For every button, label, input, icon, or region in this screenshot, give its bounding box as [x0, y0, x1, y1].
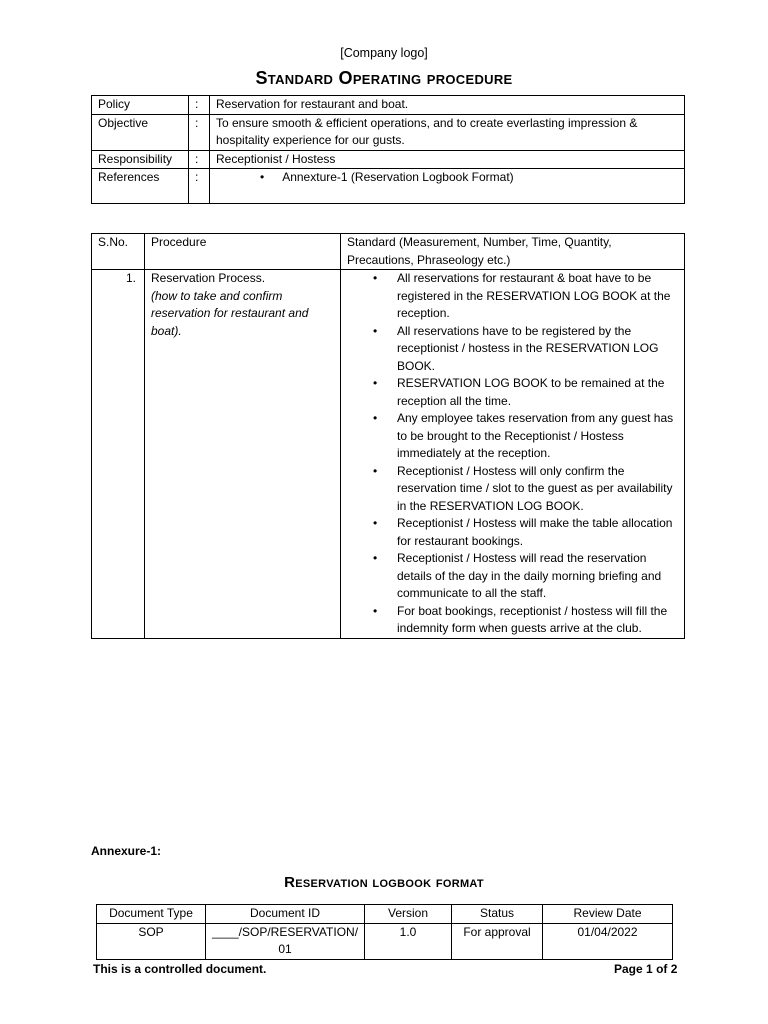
meta-row-references	[92, 169, 685, 204]
meta-colon: :	[189, 169, 210, 204]
page-of: of	[656, 962, 668, 976]
page-prefix: Page	[614, 962, 643, 976]
standard-item: • Receptionist / Hostess will make the table allocation for restaurant bookings.	[397, 515, 678, 550]
doc-id-header: Document ID	[206, 905, 365, 924]
standards-list	[347, 270, 678, 638]
header-sno: S.No.	[92, 234, 145, 270]
meta-row-responsibility	[92, 150, 685, 169]
meta-row-policy	[92, 96, 685, 115]
standard-item: • For boat bookings, receptionist / hostess will fill the indemnity form when guests arrive at the club.	[397, 603, 678, 638]
controlled-document-note: This is a controlled document.	[93, 962, 267, 976]
review-date-header: Review Date	[543, 905, 673, 924]
meta-label: Responsibility	[92, 150, 189, 169]
meta-label: Objective	[92, 114, 189, 150]
procedure-note: (how to take and confirm reservation for restaurant and boat).	[151, 288, 309, 338]
page-title: Standard Operating procedure	[255, 68, 513, 88]
document-control-table	[96, 904, 673, 960]
row-procedure	[145, 270, 341, 639]
procedure-row	[92, 270, 685, 639]
version-header: Version	[365, 905, 452, 924]
meta-value	[210, 169, 685, 204]
row-sno: 1.	[92, 270, 145, 639]
meta-colon: :	[189, 96, 210, 115]
bullet-icon: •	[260, 170, 265, 184]
review-date-value: 01/04/2022	[543, 923, 673, 959]
standard-item: • All reservations for restaurant & boat have to be registered in the RESERVATION LOG BOOK at the reception.	[397, 270, 678, 323]
sop-meta-table	[91, 95, 685, 204]
standard-item: • All reservations have to be registered by the receptionist / hostess in the RESERVATION LOG BOOK.	[397, 323, 678, 376]
procedure-title: Reservation Process.	[151, 271, 266, 285]
annexure-label: Annexure-1:	[91, 844, 162, 858]
page-current: 1	[646, 962, 653, 976]
page-total: 2	[670, 962, 678, 976]
doc-control-value-row	[97, 923, 673, 959]
header-standard: Standard (Measurement, Number, Time, Quantity, Precautions, Phraseology etc.)	[341, 234, 685, 270]
doc-control-header-row	[97, 905, 673, 924]
doc-type-value: SOP	[97, 923, 206, 959]
row-standards	[341, 270, 685, 639]
meta-row-objective	[92, 114, 685, 150]
meta-value: To ensure smooth & efficient operations, and to create everlasting impression & hospitality experience for our gusts.	[210, 114, 685, 150]
company-logo-placeholder: [Company logo]	[340, 46, 428, 60]
status-header: Status	[452, 905, 543, 924]
procedure-table	[91, 233, 685, 639]
reference-link-text: Annexture-1 (Reservation Logbook Format)	[282, 170, 514, 184]
meta-label: Policy	[92, 96, 189, 115]
meta-label: References	[92, 169, 189, 204]
meta-colon: :	[189, 150, 210, 169]
meta-value: Reservation for restaurant and boat.	[210, 96, 685, 115]
doc-id-value: ____/SOP/RESERVATION/ 01	[206, 923, 365, 959]
standard-item: • RESERVATION LOG BOOK to be remained at the reception all the time.	[397, 375, 678, 410]
header-procedure: Procedure	[145, 234, 341, 270]
procedure-header-row	[92, 234, 685, 270]
doc-type-header: Document Type	[97, 905, 206, 924]
version-value: 1.0	[365, 923, 452, 959]
page-number	[614, 962, 677, 976]
meta-value: Receptionist / Hostess	[210, 150, 685, 169]
annexure-title: Reservation logbook format	[284, 874, 484, 891]
meta-colon: :	[189, 114, 210, 150]
standard-item: • Any employee takes reservation from any guest has to be brought to the Receptionist / Hostess immediately at the reception.	[397, 410, 678, 463]
standard-item: • Receptionist / Hostess will only confirm the reservation time / slot to the guest as per availability in the RESERVATION LOG BOOK.	[397, 463, 678, 516]
standard-item: • Receptionist / Hostess will read the reservation details of the day in the daily morning briefing and communicate to all the staff.	[397, 550, 678, 603]
status-value: For approval	[452, 923, 543, 959]
